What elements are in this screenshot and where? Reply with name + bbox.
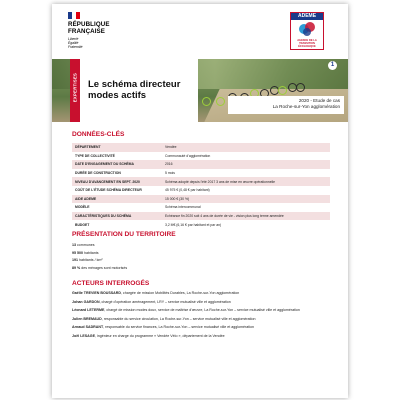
actors-list <box>72 291 330 343</box>
actor-name: Gaëlle TREVIEN BOUSSARD <box>72 291 121 295</box>
table-row <box>72 177 330 186</box>
motto-line-1: Liberté <box>68 37 79 41</box>
row-value: Echéance fin 2020 soit 4 ans de durée de vie - vision plus long terme amendée <box>162 212 330 221</box>
list-item <box>72 334 330 339</box>
republique-francaise-logo <box>68 12 128 58</box>
actor-role: , ingénieur en charge du programme « Vendée Vélo », département de la Vendée <box>94 333 225 338</box>
row-key: COÛT DE L'ÉTUDE SCHÉMA DIRECTEUR <box>72 186 162 195</box>
stat-value: 191 <box>72 258 78 263</box>
french-flag-icon <box>68 12 80 19</box>
row-key: DURÉE DE CONSTRUCTION <box>72 169 162 178</box>
table-row <box>72 220 330 229</box>
list-item <box>72 291 330 296</box>
ademe-label: ADEME <box>291 13 323 20</box>
row-key: NIVEAU D'AVANCEMENT EN SEPT. 2020 <box>72 177 162 186</box>
list-item <box>72 325 330 330</box>
ademe-tagline: AGENCE DE LA TRANSITION ÉCOLOGIQUE <box>297 39 317 48</box>
territory-list <box>72 242 322 272</box>
table-row <box>72 152 330 161</box>
row-key: CARACTÉRISTIQUES DU SCHÉMA <box>72 212 162 221</box>
actor-role: , chargé de mission modes doux, service de maîtrise d'œuvre, La Roche-sur-Yon – service mutualisé ville et agglomération <box>104 308 300 313</box>
stat-label: habitants <box>83 250 99 255</box>
republic-name-line-1: RÉPUBLIQUE <box>68 21 110 28</box>
issue-badge: 1 <box>328 61 337 70</box>
expertises-label: EXPERTISES <box>72 72 78 103</box>
row-value: Vendée <box>162 143 330 152</box>
key-data-heading: DONNÉES-CLÉS <box>72 131 125 138</box>
table-row <box>72 212 330 221</box>
republic-name-line-2: FRANÇAISE <box>68 28 105 35</box>
motto-line-2: Égalité <box>68 41 79 45</box>
list-item <box>72 265 322 273</box>
ademe-symbol-icon <box>299 22 315 38</box>
row-value: 45 975 € (0,48 € par habitant) <box>162 186 330 195</box>
row-value: Schéma intercommunal <box>162 203 330 212</box>
title-box <box>70 59 198 122</box>
row-key: DÉPARTEMENT <box>72 143 162 152</box>
table-row <box>72 160 330 169</box>
stat-value: 95 500 <box>72 250 83 255</box>
row-value: Communauté d'agglomération <box>162 152 330 161</box>
list-item <box>72 242 322 250</box>
table-row <box>72 169 330 178</box>
table-row <box>72 186 330 195</box>
row-value: 5 mois <box>162 169 330 178</box>
actor-name: Léonard LETERME <box>72 308 105 313</box>
list-item <box>72 257 322 265</box>
row-value: Schéma adopté depuis l'été 2017 3 ans de mise en œuvre opérationnelle <box>162 177 330 186</box>
row-value: 15 000 € (30 %) <box>162 195 330 204</box>
table-row <box>72 203 330 212</box>
actor-role: , responsable du service finances, La Roche-sur-Yon – service mutualisé ville et agglomération <box>103 325 255 330</box>
stat-label: des ménages sont motorisés <box>80 265 128 270</box>
row-key: DATE D'ENGAGEMENT DU SCHÉMA <box>72 160 162 169</box>
actor-role: , responsable du service circulation, La Roche-sur-Yon – service mutualisé ville et agglomération <box>101 316 256 321</box>
row-value: 3,2 M€ (6,16 € par habitant et par an) <box>162 220 330 229</box>
row-key: MODÈLE <box>72 203 162 212</box>
table-row <box>72 195 330 204</box>
actors-heading: ACTEURS INTERROGÉS <box>72 280 150 287</box>
motto-line-3: Fraternité <box>68 45 83 49</box>
stat-label: communes <box>76 243 95 247</box>
ademe-logo <box>290 12 324 50</box>
list-item <box>72 250 322 258</box>
actor-name: Arnaud SADRANT <box>72 325 104 330</box>
list-item <box>72 300 330 305</box>
actor-name: Joël LESAGE <box>72 333 95 338</box>
document-page <box>52 4 348 398</box>
list-item <box>72 317 330 322</box>
actor-role: , chargé d'opération aménagement, LRY – service mutualisé ville et agglomération <box>99 299 231 304</box>
title-line-1: Le schéma directeur <box>88 79 181 90</box>
row-key: BUDGET <box>72 220 162 229</box>
case-study-label <box>228 96 344 114</box>
document-title <box>88 79 180 101</box>
case-study-place: La Roche-sur-Yon agglomération <box>272 104 340 109</box>
stat-label: habitants / km² <box>78 258 103 263</box>
expertises-stripe <box>70 59 80 122</box>
row-key: AIDE ADEME <box>72 195 162 204</box>
territory-heading: PRÉSENTATION DU TERRITOIRE <box>72 231 176 238</box>
stat-value: 13 <box>72 243 76 247</box>
case-study-year: 2020 - Etude de cas <box>298 98 340 103</box>
row-key: TYPE DE COLLECTIVITÉ <box>72 152 162 161</box>
actor-name: Johan GARDON <box>72 299 100 304</box>
row-value: 2016 <box>162 160 330 169</box>
list-item <box>72 308 330 313</box>
key-data-table <box>72 143 330 229</box>
title-line-2: modes actifs <box>88 90 147 101</box>
actor-name: Julien BREMAUD <box>72 316 102 321</box>
stat-value: 89 % <box>72 265 81 270</box>
actor-role: , chargée de mission Mobilités Durables, La Roche-sur-Yon agglomération <box>120 291 240 295</box>
table-row <box>72 143 330 152</box>
